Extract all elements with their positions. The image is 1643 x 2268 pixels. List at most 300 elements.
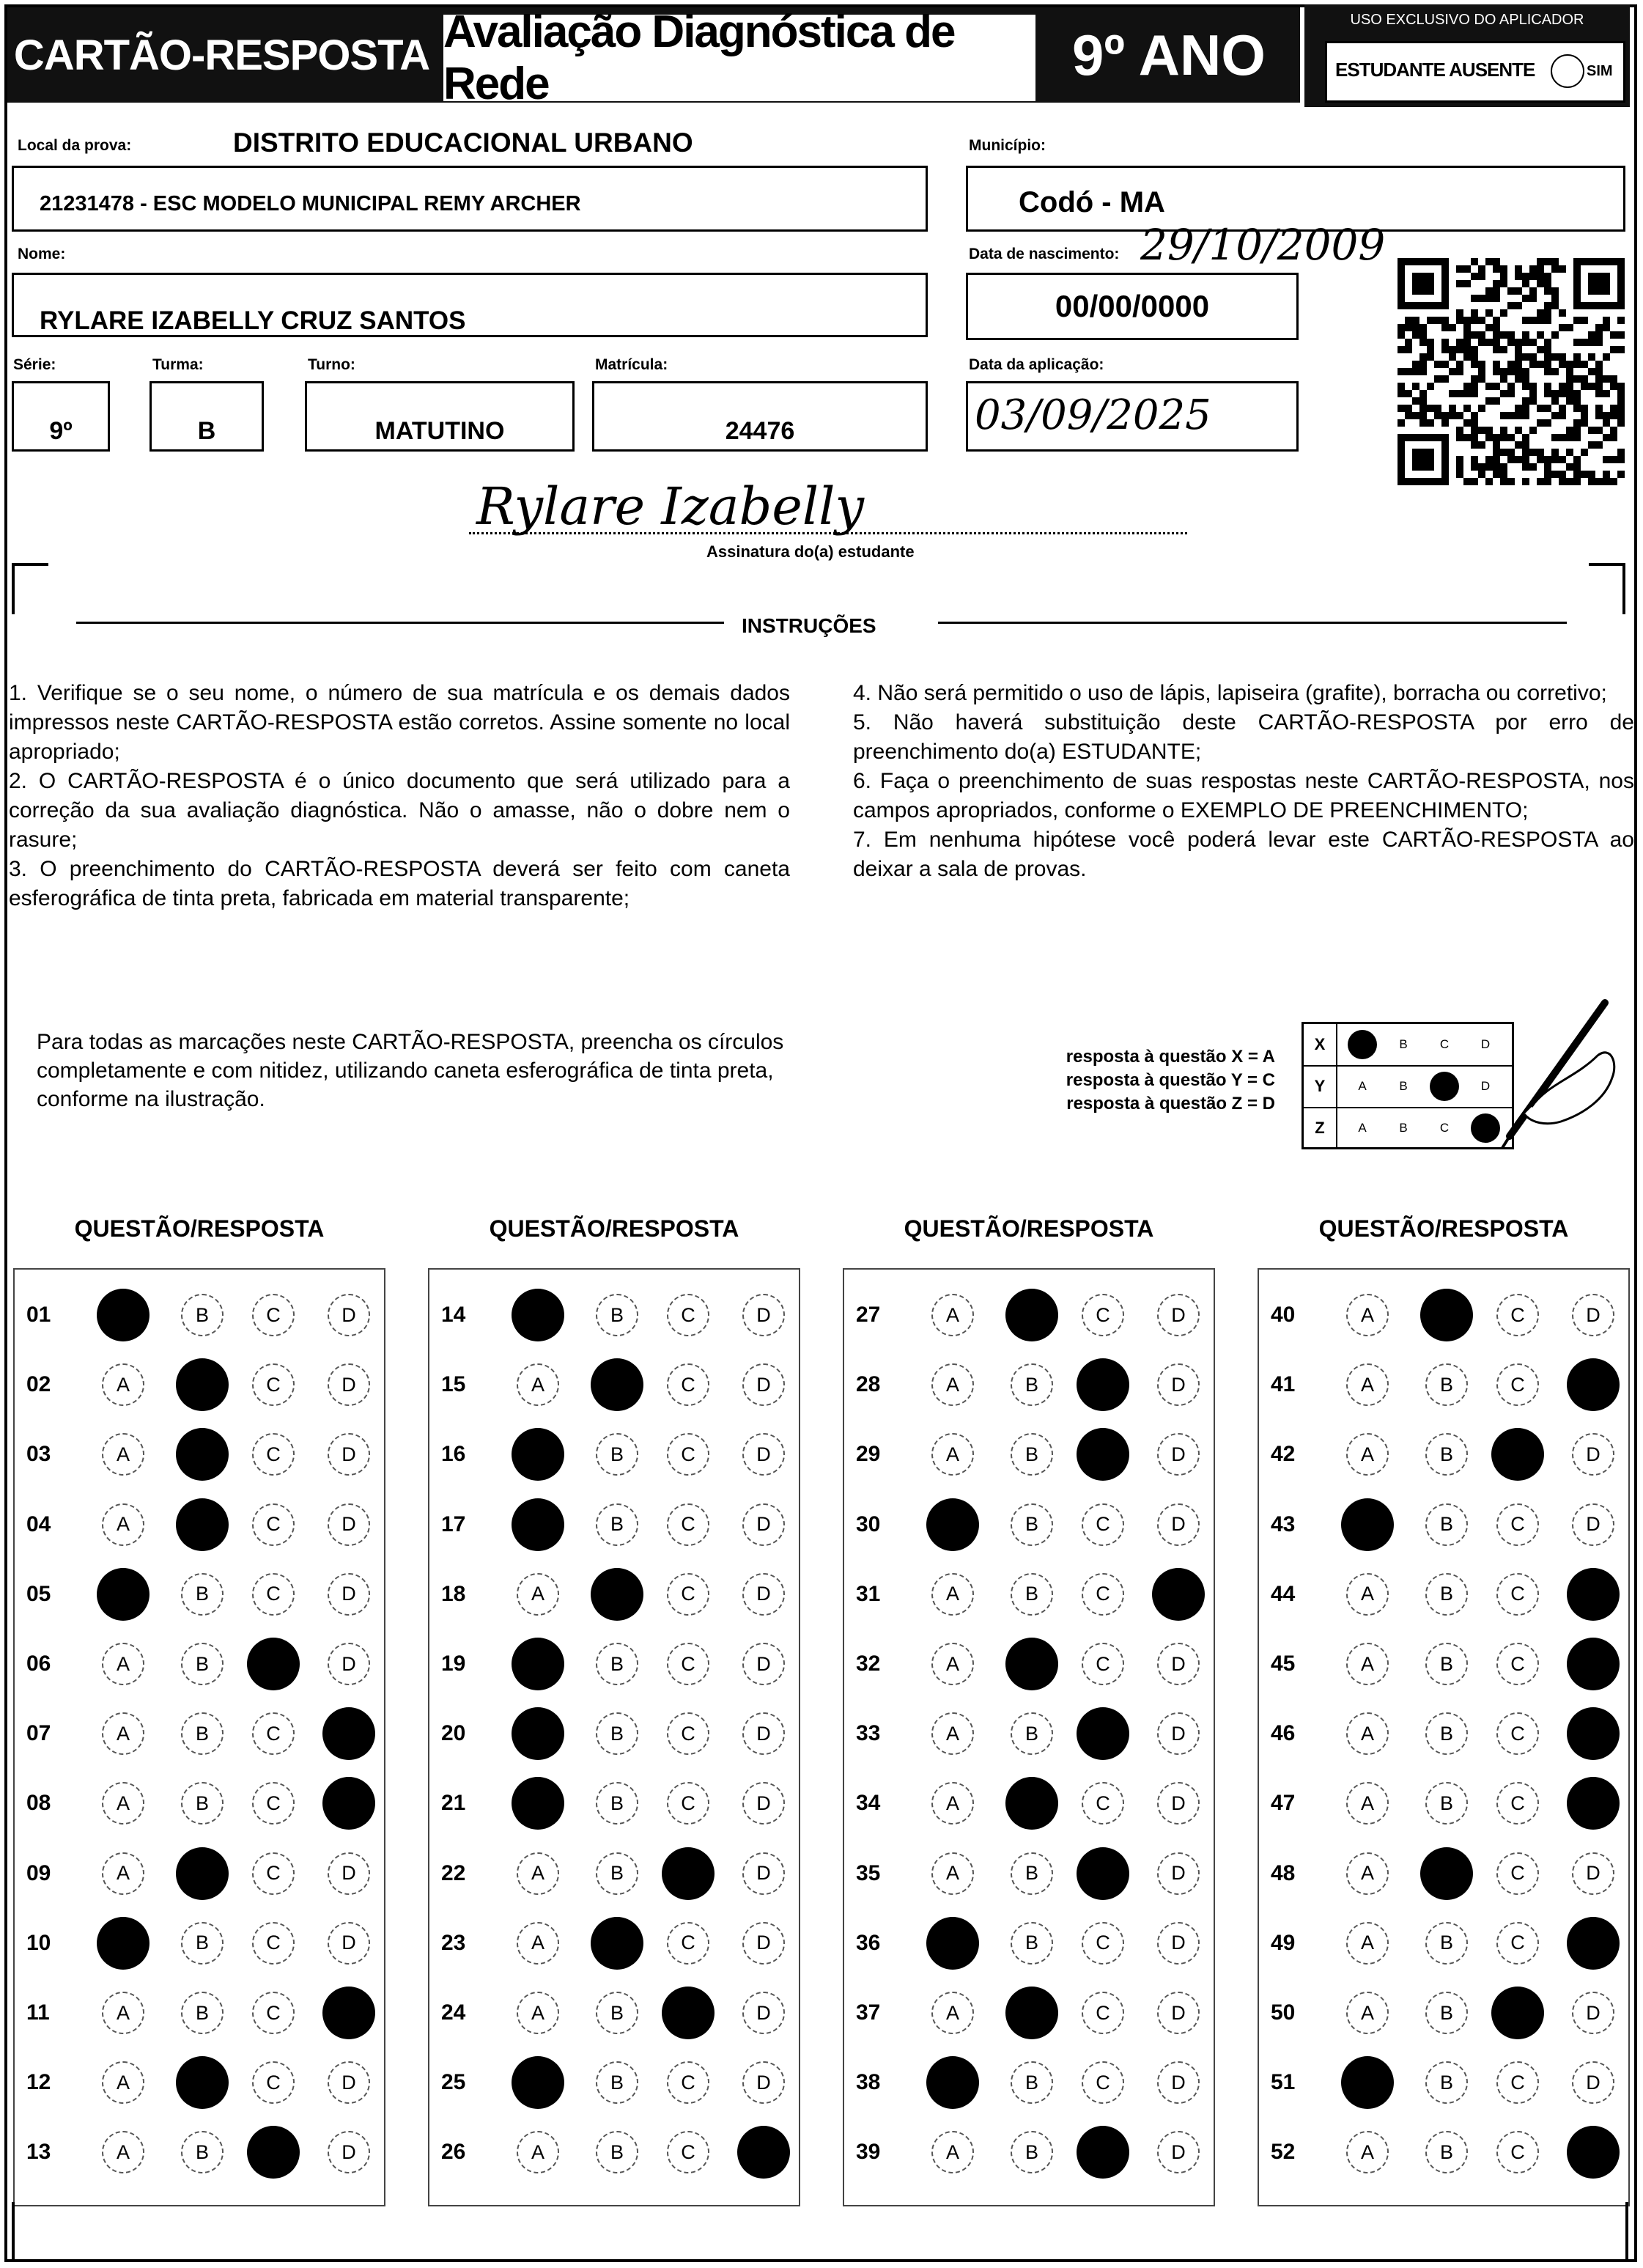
answer-bubble-b[interactable]: B xyxy=(596,2131,638,2173)
answer-bubble-c[interactable]: C xyxy=(1496,2131,1539,2173)
answer-bubble-d[interactable]: D xyxy=(328,1363,370,1406)
absent-option: SIM xyxy=(1587,63,1613,79)
answer-bubble-c[interactable] xyxy=(662,1847,715,1900)
answer-bubble-d[interactable]: D xyxy=(742,2061,785,2104)
answer-bubble-d[interactable]: D xyxy=(742,1433,785,1476)
answer-bubble-a[interactable] xyxy=(97,1289,149,1341)
card-title: CARTÃO-RESPOSTA xyxy=(13,31,430,79)
question-number: 48 xyxy=(1271,1860,1296,1885)
answer-bubble-b[interactable]: B xyxy=(1011,1503,1053,1546)
answer-bubble-c[interactable]: C xyxy=(1082,1643,1124,1685)
answer-bubble-d[interactable]: D xyxy=(1157,1992,1200,2034)
answer-bubble-a[interactable]: A xyxy=(517,1363,559,1406)
answer-bubble-a[interactable]: A xyxy=(931,1643,974,1685)
question-number: 32 xyxy=(856,1652,881,1676)
answer-bubble-b[interactable] xyxy=(1005,1289,1058,1341)
answer-bubble-a[interactable] xyxy=(97,1917,149,1970)
instruction-6: 6. Faça o preenchimento de suas respostas neste CARTÃO-RESPOSTA, nos campos apropriados, conforme o EXEMPLO DE PREENCHIMENTO; xyxy=(853,769,1634,822)
answer-bubble-c[interactable] xyxy=(1077,1358,1129,1411)
signature-line xyxy=(469,532,1187,534)
answer-bubble-a[interactable] xyxy=(1341,2056,1394,2109)
answer-bubble-d[interactable] xyxy=(1567,1777,1620,1830)
question-number: 26 xyxy=(441,2140,466,2165)
instructions-rule xyxy=(938,622,1567,624)
answer-bubble-a[interactable]: A xyxy=(517,1573,559,1616)
answer-bubble-b[interactable]: B xyxy=(1425,1712,1468,1755)
answer-bubble-c[interactable]: C xyxy=(252,1573,295,1616)
example-bubble: D xyxy=(1480,1037,1491,1051)
answer-bubble-c[interactable]: C xyxy=(667,1922,709,1965)
answer-bubble-a[interactable] xyxy=(1341,1498,1394,1551)
answer-bubble-d[interactable] xyxy=(1567,1358,1620,1411)
answer-bubble-c[interactable]: C xyxy=(252,1922,295,1965)
answer-bubble-d[interactable] xyxy=(1567,1917,1620,1970)
answer-bubble-d[interactable]: D xyxy=(742,1573,785,1616)
answer-bubble-d[interactable]: D xyxy=(1572,1433,1614,1476)
answer-bubble-c[interactable]: C xyxy=(1082,1294,1124,1336)
example-bubble: A xyxy=(1358,1121,1367,1135)
answer-bubble-d[interactable]: D xyxy=(328,2061,370,2104)
answer-bubble-a[interactable]: A xyxy=(1346,1922,1389,1965)
question-number: 01 xyxy=(26,1303,51,1327)
answer-bubble-c[interactable]: C xyxy=(252,2061,295,2104)
answer-bubble-a[interactable]: A xyxy=(1346,1433,1389,1476)
question-number: 16 xyxy=(441,1442,466,1467)
answer-bubble-b[interactable]: B xyxy=(181,1922,224,1965)
answer-bubble-a[interactable]: A xyxy=(1346,1294,1389,1336)
answer-bubble-b[interactable]: B xyxy=(1425,1363,1468,1406)
answer-bubble-c[interactable]: C xyxy=(667,2061,709,2104)
answer-bubble-a[interactable]: A xyxy=(931,1852,974,1895)
answer-bubble-c[interactable]: C xyxy=(1496,1363,1539,1406)
answer-bubble-b[interactable]: B xyxy=(1011,1433,1053,1476)
answer-bubble-b[interactable]: B xyxy=(1011,1363,1053,1406)
answer-bubble-d[interactable]: D xyxy=(1572,2061,1614,2104)
instruction-5: 5. Não haverá substituição deste CARTÃO-RESPOSTA por erro de preenchimento do(a) ESTUDANTE; xyxy=(853,710,1634,764)
answer-bubble-a[interactable]: A xyxy=(1346,1852,1389,1895)
answer-bubble-c[interactable]: C xyxy=(667,1433,709,1476)
answer-bubble-b[interactable]: B xyxy=(596,1643,638,1685)
answer-bubble-a[interactable]: A xyxy=(517,1852,559,1895)
answer-bubble-c[interactable] xyxy=(1077,2126,1129,2179)
answer-bubble-b[interactable] xyxy=(176,1358,229,1411)
answer-bubble-b[interactable]: B xyxy=(1425,1782,1468,1825)
aplicacao-label: Data da aplicação: xyxy=(969,356,1104,373)
serie-value: 9º xyxy=(49,416,73,445)
answer-bubble-d[interactable]: D xyxy=(1572,1503,1614,1546)
answer-bubble-c[interactable]: C xyxy=(1496,1643,1539,1685)
answer-bubble-c[interactable]: C xyxy=(667,1294,709,1336)
answer-bubble-c[interactable]: C xyxy=(1082,1992,1124,2034)
question-number: 25 xyxy=(441,2070,466,2095)
example-row-key: Y xyxy=(1304,1066,1337,1107)
answer-bubble-a[interactable] xyxy=(926,2056,979,2109)
answer-bubble-a[interactable]: A xyxy=(931,1433,974,1476)
answer-bubble-c[interactable]: C xyxy=(252,1992,295,2034)
column-header: QUESTÃO/RESPOSTA xyxy=(489,1215,739,1242)
answer-bubble-b[interactable]: B xyxy=(1425,1922,1468,1965)
question-number: 30 xyxy=(856,1512,881,1536)
answer-bubble-a[interactable]: A xyxy=(102,1433,144,1476)
answer-bubble-c[interactable]: C xyxy=(252,1782,295,1825)
question-number: 51 xyxy=(1271,2070,1296,2095)
answer-bubble-c[interactable]: C xyxy=(1496,1782,1539,1825)
answer-bubble-d[interactable] xyxy=(322,1987,375,2039)
question-number: 44 xyxy=(1271,1581,1296,1606)
answer-bubble-d[interactable] xyxy=(737,2126,790,2179)
example-bubble: C xyxy=(1439,1121,1450,1135)
answer-bubble-a[interactable]: A xyxy=(931,2131,974,2173)
answer-bubble-b[interactable]: B xyxy=(1011,2131,1053,2173)
answer-bubble-a[interactable] xyxy=(512,1428,564,1481)
answer-bubble-b[interactable]: B xyxy=(181,1573,224,1616)
absent-label: ESTUDANTE AUSENTE xyxy=(1335,59,1535,81)
answer-bubble-d[interactable]: D xyxy=(328,1643,370,1685)
answer-bubble-d[interactable] xyxy=(1567,1568,1620,1621)
answer-bubble-d[interactable]: D xyxy=(328,1503,370,1546)
answer-bubble-a[interactable]: A xyxy=(1346,1782,1389,1825)
example-row-key: X xyxy=(1304,1024,1337,1065)
answer-bubble-b[interactable] xyxy=(1005,1777,1058,1830)
name-label: Nome: xyxy=(18,246,66,262)
answer-bubble-d[interactable]: D xyxy=(328,1852,370,1895)
answer-bubble-d[interactable]: D xyxy=(1157,1363,1200,1406)
question-number: 02 xyxy=(26,1372,51,1397)
answer-bubble-c[interactable] xyxy=(1077,1707,1129,1760)
matricula-value: 24476 xyxy=(725,416,795,445)
answer-bubble-d[interactable]: D xyxy=(742,1643,785,1685)
answer-bubble-b[interactable]: B xyxy=(1425,1433,1468,1476)
answer-bubble-b[interactable]: B xyxy=(1011,2061,1053,2104)
example-bubble: B xyxy=(1399,1121,1408,1135)
answer-bubble-b[interactable]: B xyxy=(1011,1852,1053,1895)
answer-bubble-d[interactable]: D xyxy=(1157,1643,1200,1685)
answer-bubble-b[interactable] xyxy=(176,1428,229,1481)
answer-bubble-d[interactable]: D xyxy=(1572,1992,1614,2034)
serie-label: Série: xyxy=(13,356,56,373)
birthdate-handwritten: 29/10/2009 xyxy=(1140,220,1386,270)
question-number: 17 xyxy=(441,1512,466,1536)
school-value: 21231478 - ESC MODELO MUNICIPAL REMY ARCHER xyxy=(40,192,581,216)
question-number: 28 xyxy=(856,1372,881,1397)
answer-bubble-b[interactable]: B xyxy=(596,2061,638,2104)
answer-bubble-d[interactable] xyxy=(322,1777,375,1830)
answer-bubble-b[interactable] xyxy=(1420,1847,1473,1900)
answer-bubble-b[interactable]: B xyxy=(1425,1992,1468,2034)
answer-bubble-a[interactable] xyxy=(512,1777,564,1830)
municipio-label: Município: xyxy=(969,137,1046,154)
answer-bubble-c[interactable] xyxy=(662,1987,715,2039)
answer-bubble-d[interactable]: D xyxy=(1157,1922,1200,1965)
question-number: 45 xyxy=(1271,1652,1296,1676)
answer-bubble-c[interactable]: C xyxy=(252,1852,295,1895)
question-number: 09 xyxy=(26,1860,51,1885)
answer-bubble-c[interactable] xyxy=(1491,1987,1544,2039)
question-number: 10 xyxy=(26,1930,51,1955)
answer-bubble-d[interactable]: D xyxy=(1157,1852,1200,1895)
answer-bubble-d[interactable]: D xyxy=(1572,1294,1614,1336)
answer-bubble-b[interactable] xyxy=(1005,1987,1058,2039)
answer-bubble-c[interactable]: C xyxy=(1496,1922,1539,1965)
answer-bubble-a[interactable]: A xyxy=(931,1712,974,1755)
example-bubble: D xyxy=(1480,1079,1491,1093)
turma-label: Turma: xyxy=(152,356,204,373)
question-number: 06 xyxy=(26,1652,51,1676)
answer-bubble-d[interactable]: D xyxy=(742,1922,785,1965)
answer-bubble-b[interactable] xyxy=(591,1358,643,1411)
question-number: 19 xyxy=(441,1652,466,1676)
answer-bubble-d[interactable]: D xyxy=(1157,2061,1200,2104)
answer-bubble-d[interactable]: D xyxy=(742,1992,785,2034)
answer-bubble-c[interactable] xyxy=(247,1638,300,1690)
answer-bubble-c[interactable]: C xyxy=(1496,1503,1539,1546)
answer-bubble-a[interactable]: A xyxy=(517,1922,559,1965)
example-bubble xyxy=(1348,1030,1377,1059)
answer-bubble-d[interactable]: D xyxy=(742,1294,785,1336)
answer-bubble-a[interactable]: A xyxy=(1346,1573,1389,1616)
answer-bubble-d[interactable]: D xyxy=(328,2131,370,2173)
answer-bubble-c[interactable] xyxy=(247,2126,300,2179)
instructions-left xyxy=(9,679,790,913)
question-number: 03 xyxy=(26,1442,51,1467)
question-number: 35 xyxy=(856,1860,881,1885)
answer-bubble-c[interactable]: C xyxy=(1082,1782,1124,1825)
answer-bubble-b[interactable] xyxy=(176,2056,229,2109)
answer-bubble-c[interactable]: C xyxy=(1496,1852,1539,1895)
answer-bubble-c[interactable]: C xyxy=(667,1573,709,1616)
answer-bubble-d[interactable]: D xyxy=(742,1782,785,1825)
local-label: Local da prova: xyxy=(18,137,132,154)
answer-bubble-b[interactable] xyxy=(591,1917,643,1970)
answer-bubble-b[interactable]: B xyxy=(596,1433,638,1476)
answer-bubble-a[interactable]: A xyxy=(102,1503,144,1546)
answer-bubble-a[interactable]: A xyxy=(931,1294,974,1336)
answer-bubble-b[interactable]: B xyxy=(1425,2131,1468,2173)
answer-bubble-c[interactable]: C xyxy=(667,2131,709,2173)
answer-bubble-a[interactable]: A xyxy=(102,2061,144,2104)
answer-bubble-c[interactable]: C xyxy=(252,1433,295,1476)
answer-bubble-b[interactable]: B xyxy=(1011,1573,1053,1616)
answer-bubble-d[interactable]: D xyxy=(742,1712,785,1755)
answer-bubble-a[interactable]: A xyxy=(1346,2131,1389,2173)
question-number: 41 xyxy=(1271,1372,1296,1397)
answer-bubble-a[interactable]: A xyxy=(102,1782,144,1825)
answer-bubble-c[interactable]: C xyxy=(1082,1503,1124,1546)
answer-bubble-d[interactable]: D xyxy=(328,1573,370,1616)
question-number: 31 xyxy=(856,1581,881,1606)
question-number: 52 xyxy=(1271,2140,1296,2165)
answer-bubble-a[interactable] xyxy=(512,1707,564,1760)
answer-bubble-a[interactable]: A xyxy=(102,2131,144,2173)
answer-bubble-a[interactable] xyxy=(97,1568,149,1621)
turma-value: B xyxy=(197,416,216,445)
answer-bubble-b[interactable]: B xyxy=(596,1712,638,1755)
answer-bubble-b[interactable]: B xyxy=(596,1294,638,1336)
answer-bubble-d[interactable] xyxy=(1567,1707,1620,1760)
answer-bubble-b[interactable]: B xyxy=(1425,1573,1468,1616)
answer-bubble-d[interactable]: D xyxy=(1157,2131,1200,2173)
answer-bubble-d[interactable]: D xyxy=(328,1922,370,1965)
answer-bubble-a[interactable]: A xyxy=(1346,1992,1389,2034)
example-bubble: C xyxy=(1439,1037,1450,1051)
grade-title: 9º ANO xyxy=(1072,22,1266,87)
question-number: 39 xyxy=(856,2140,881,2165)
answer-bubble-d[interactable] xyxy=(1152,1568,1205,1621)
answer-bubble-d[interactable] xyxy=(322,1707,375,1760)
question-number: 22 xyxy=(441,1860,466,1885)
answer-bubble-d[interactable]: D xyxy=(1157,1294,1200,1336)
answer-bubble-d[interactable]: D xyxy=(1572,1852,1614,1895)
answer-bubble-a[interactable]: A xyxy=(931,1573,974,1616)
question-number: 24 xyxy=(441,2000,466,2025)
answer-bubble-b[interactable] xyxy=(1005,1638,1058,1690)
answer-bubble-d[interactable]: D xyxy=(1157,1782,1200,1825)
district-name: DISTRITO EDUCACIONAL URBANO xyxy=(233,128,693,158)
answer-bubble-c[interactable]: C xyxy=(667,1643,709,1685)
answer-bubble-a[interactable]: A xyxy=(102,1712,144,1755)
turno-value: MATUTINO xyxy=(374,416,505,445)
example-bubble xyxy=(1430,1072,1459,1101)
question-number: 34 xyxy=(856,1791,881,1816)
question-number: 40 xyxy=(1271,1303,1296,1327)
answer-bubble-d[interactable]: D xyxy=(742,1852,785,1895)
answer-bubble-c[interactable]: C xyxy=(1082,1573,1124,1616)
corner-mark xyxy=(1589,563,1625,614)
answer-bubble-d[interactable]: D xyxy=(1157,1503,1200,1546)
answer-bubble-c[interactable]: C xyxy=(252,1503,295,1546)
question-number: 38 xyxy=(856,2070,881,2095)
answer-bubble-c[interactable]: C xyxy=(252,1712,295,1755)
answer-bubble-a[interactable]: A xyxy=(517,1992,559,2034)
answer-bubble-a[interactable] xyxy=(926,1498,979,1551)
answer-bubble-b[interactable]: B xyxy=(596,1782,638,1825)
answer-bubble-b[interactable]: B xyxy=(181,1712,224,1755)
answer-bubble-d[interactable]: D xyxy=(1157,1433,1200,1476)
answer-bubble-d[interactable] xyxy=(1567,1638,1620,1690)
answer-bubble-b[interactable]: B xyxy=(181,1294,224,1336)
answer-bubble-b[interactable]: B xyxy=(181,1782,224,1825)
answer-bubble-c[interactable]: C xyxy=(667,1503,709,1546)
answer-bubble-d[interactable]: D xyxy=(328,1433,370,1476)
answer-bubble-a[interactable]: A xyxy=(517,2131,559,2173)
answer-bubble-c[interactable]: C xyxy=(1082,2061,1124,2104)
answer-bubble-b[interactable] xyxy=(1420,1289,1473,1341)
answer-bubble-c[interactable]: C xyxy=(667,1712,709,1755)
answer-bubble-a[interactable]: A xyxy=(102,1363,144,1406)
absent-bubble[interactable] xyxy=(1551,54,1584,88)
answer-bubble-b[interactable] xyxy=(176,1498,229,1551)
question-number: 49 xyxy=(1271,1930,1296,1955)
answer-bubble-d[interactable] xyxy=(1567,2126,1620,2179)
answer-bubble-c[interactable]: C xyxy=(252,1363,295,1406)
answer-bubble-a[interactable] xyxy=(512,2056,564,2109)
instruction-7: 7. Em nenhuma hipótese você poderá levar este CARTÃO-RESPOSTA ao deixar a sala de provas. xyxy=(853,828,1634,881)
question-number: 37 xyxy=(856,2000,881,2025)
answer-bubble-a[interactable] xyxy=(512,1638,564,1690)
answer-bubble-c[interactable]: C xyxy=(667,1363,709,1406)
question-number: 08 xyxy=(26,1791,51,1816)
answer-bubble-b[interactable]: B xyxy=(181,1643,224,1685)
question-number: 04 xyxy=(26,1512,51,1536)
answer-bubble-a[interactable]: A xyxy=(102,1852,144,1895)
answer-bubble-c[interactable] xyxy=(1491,1428,1544,1481)
answer-bubble-a[interactable]: A xyxy=(1346,1363,1389,1406)
answer-bubble-b[interactable]: B xyxy=(1011,1712,1053,1755)
answer-bubble-c[interactable] xyxy=(1077,1428,1129,1481)
answer-bubble-c[interactable] xyxy=(1077,1847,1129,1900)
signature-label: Assinatura do(a) estudante xyxy=(706,542,915,561)
matricula-label: Matrícula: xyxy=(595,356,668,373)
question-number: 14 xyxy=(441,1303,466,1327)
municipio-value: Codó - MA xyxy=(1019,186,1165,218)
answer-bubble-b[interactable]: B xyxy=(596,1503,638,1546)
answer-bubble-b[interactable]: B xyxy=(596,1992,638,2034)
answer-bubble-d[interactable]: D xyxy=(742,1363,785,1406)
answer-bubble-a[interactable]: A xyxy=(102,1643,144,1685)
question-number: 42 xyxy=(1271,1442,1296,1467)
answer-bubble-b[interactable]: B xyxy=(1425,1643,1468,1685)
example-bubble: B xyxy=(1399,1037,1408,1051)
question-number: 47 xyxy=(1271,1791,1296,1816)
answer-bubble-c[interactable]: C xyxy=(1496,1294,1539,1336)
answer-bubble-a[interactable] xyxy=(512,1498,564,1551)
answer-bubble-b[interactable]: B xyxy=(181,2131,224,2173)
question-number: 12 xyxy=(26,2070,51,2095)
answer-bubble-a[interactable]: A xyxy=(931,1782,974,1825)
answer-bubble-c[interactable]: C xyxy=(1496,1712,1539,1755)
answer-bubble-a[interactable]: A xyxy=(1346,1712,1389,1755)
answer-bubble-d[interactable]: D xyxy=(328,1294,370,1336)
example-bubble: A xyxy=(1358,1079,1367,1093)
answer-bubble-b[interactable]: B xyxy=(1425,2061,1468,2104)
answer-bubble-a[interactable]: A xyxy=(931,1992,974,2034)
birthdate-value: 00/00/0000 xyxy=(1055,289,1210,323)
answer-bubble-c[interactable]: C xyxy=(252,1294,295,1336)
aplicacao-handwritten: 03/09/2025 xyxy=(975,391,1211,439)
answer-bubble-b[interactable]: B xyxy=(1425,1503,1468,1546)
answer-bubble-c[interactable]: C xyxy=(1496,2061,1539,2104)
name-value: RYLARE IZABELLY CRUZ SANTOS xyxy=(40,306,466,335)
answer-bubble-a[interactable] xyxy=(512,1289,564,1341)
answer-bubble-a[interactable]: A xyxy=(102,1992,144,2034)
answer-bubble-b[interactable]: B xyxy=(1011,1922,1053,1965)
question-number: 20 xyxy=(441,1721,466,1746)
instruction-3: 3. O preenchimento do CARTÃO-RESPOSTA deverá ser feito com caneta esferográfica de tinta preta, fabricada em material transparente; xyxy=(9,857,790,910)
question-number: 21 xyxy=(441,1791,466,1816)
answer-bubble-a[interactable]: A xyxy=(931,1363,974,1406)
answer-bubble-a[interactable] xyxy=(926,1917,979,1970)
column-header: QUESTÃO/RESPOSTA xyxy=(1318,1215,1569,1242)
answer-bubble-a[interactable]: A xyxy=(1346,1643,1389,1685)
question-number: 43 xyxy=(1271,1512,1296,1536)
answer-bubble-b[interactable] xyxy=(176,1847,229,1900)
answer-bubble-c[interactable]: C xyxy=(1496,1573,1539,1616)
question-number: 23 xyxy=(441,1930,466,1955)
applicator-title: USO EXCLUSIVO DO APLICADOR xyxy=(1350,12,1584,28)
answer-bubble-d[interactable]: D xyxy=(742,1503,785,1546)
instructions-title: INSTRUÇÕES xyxy=(742,614,876,637)
signature-handwritten: Rylare Izabelly xyxy=(476,476,865,537)
answer-bubble-d[interactable]: D xyxy=(1157,1712,1200,1755)
corner-mark xyxy=(1625,2202,1628,2261)
answer-bubble-b[interactable]: B xyxy=(181,1992,224,2034)
answer-bubble-b[interactable]: B xyxy=(596,1852,638,1895)
answer-bubble-c[interactable]: C xyxy=(667,1782,709,1825)
instructions-rule xyxy=(76,622,724,624)
answer-bubble-b[interactable] xyxy=(591,1568,643,1621)
question-number: 46 xyxy=(1271,1721,1296,1746)
answer-bubble-c[interactable]: C xyxy=(1082,1922,1124,1965)
